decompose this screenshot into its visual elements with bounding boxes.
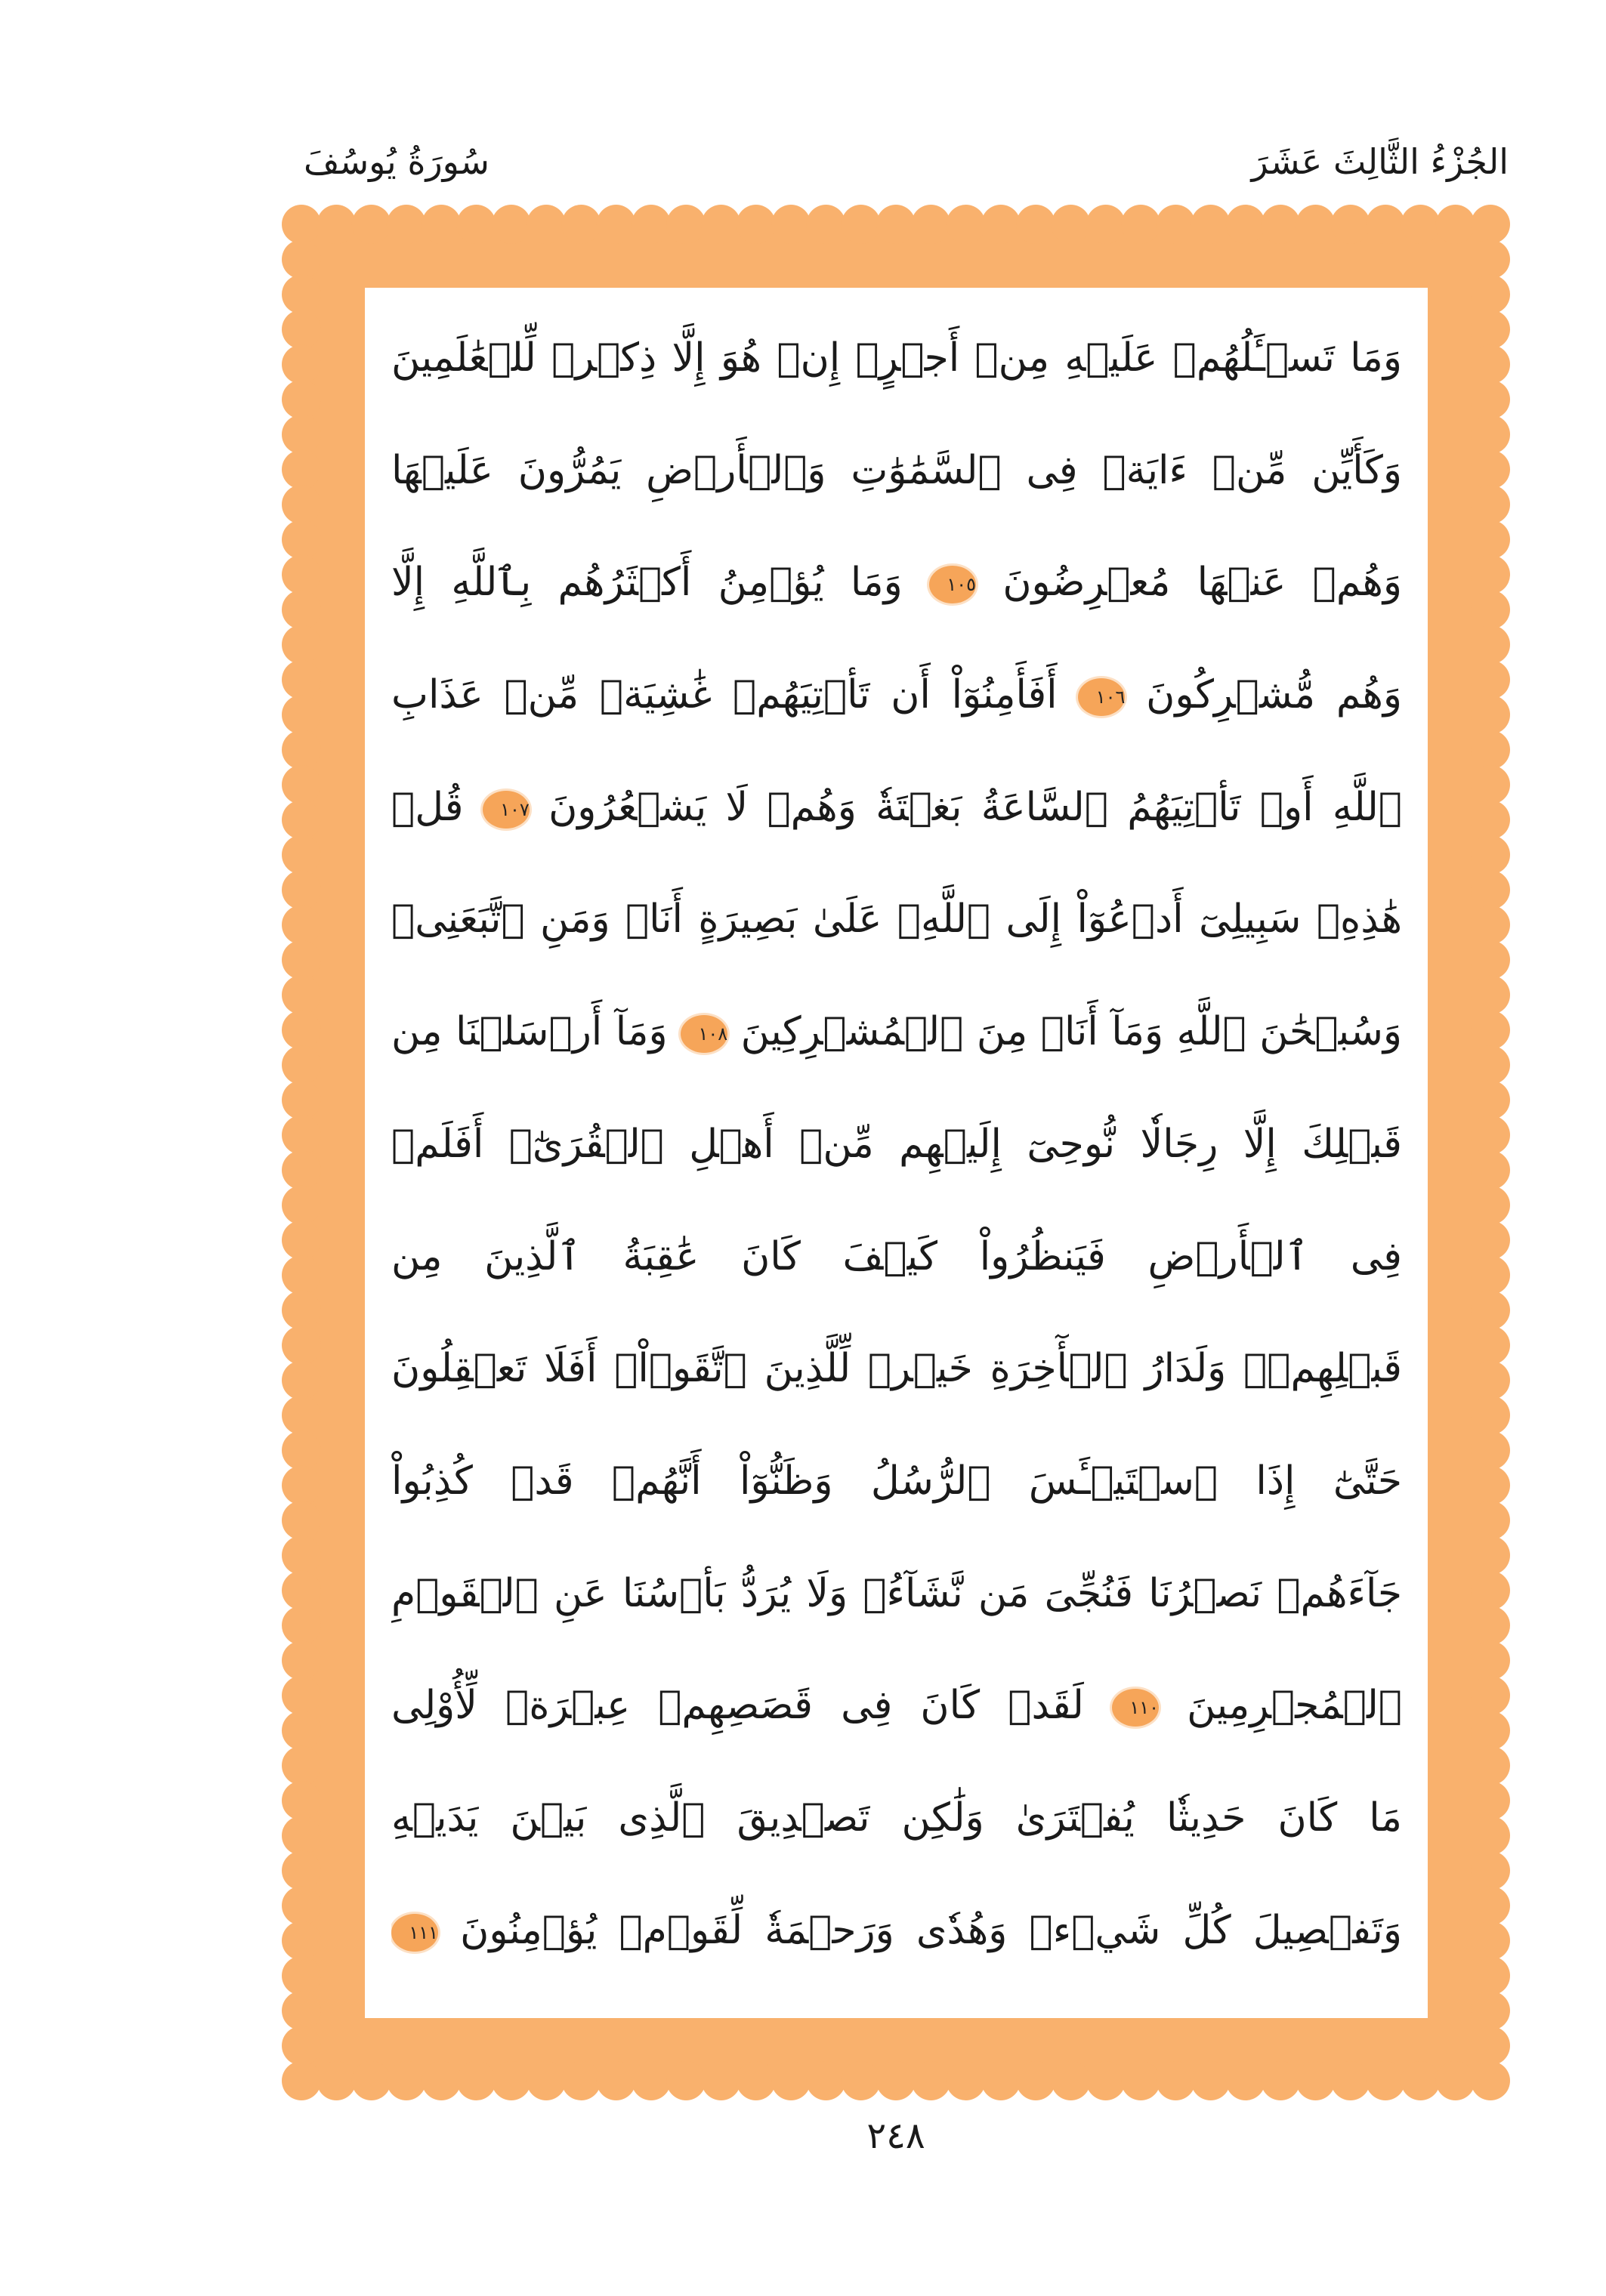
frame-scallop — [1016, 205, 1055, 244]
frame-scallop — [282, 1641, 321, 1680]
text-line-5 — [391, 751, 1402, 864]
ayah-number-marker: ١٠٦ — [1078, 678, 1125, 716]
frame-scallop — [981, 205, 1021, 244]
frame-scallop — [1471, 625, 1510, 665]
text-line-15 — [391, 1875, 1402, 1987]
verse-text: وَهُم مُّشۡرِكُونَ — [1146, 672, 1402, 718]
frame-scallop — [1471, 1851, 1510, 1890]
frame-scallop — [1471, 520, 1510, 559]
verse-text: لَقَدۡ كَانَ فِى قَصَصِهِمۡ عِبۡرَةٞ لِّأُوْلِى — [391, 1683, 1084, 1729]
frame-scallop — [1471, 2026, 1510, 2066]
frame-scallop — [282, 1466, 321, 1505]
frame-scallop — [1471, 415, 1510, 454]
ayah-number-marker: ١١٠ — [1112, 1689, 1159, 1727]
frame-scallop — [1471, 660, 1510, 699]
text-line-11 — [391, 1425, 1402, 1538]
frame-scallop — [1471, 590, 1510, 629]
text-line-14 — [391, 1762, 1402, 1875]
verse-text: أَفَأَمِنُوٓاْ أَن تَأۡتِيَهُمۡ غَٰشِيَةٞ مِّنۡ عَذَابِ — [391, 672, 1058, 718]
frame-scallop — [457, 205, 496, 244]
frame-scallop — [282, 2026, 321, 2066]
frame-scallop — [1471, 1816, 1510, 1855]
frame-scallop — [1471, 275, 1510, 314]
frame-scallop — [1471, 870, 1510, 909]
ayah-number-marker: ١٠٥ — [929, 566, 976, 603]
frame-scallop — [911, 2061, 950, 2100]
frame-scallop — [1471, 1956, 1510, 1995]
frame-scallop — [317, 2061, 356, 2100]
frame-scallop — [422, 2061, 461, 2100]
frame-scallop — [1471, 239, 1510, 279]
frame-scallop — [1471, 1676, 1510, 1715]
frame-scallop — [1471, 1221, 1510, 1260]
frame-scallop — [597, 205, 636, 244]
frame-scallop — [771, 205, 811, 244]
frame-scallop — [282, 1430, 321, 1470]
frame-scallop — [282, 1816, 321, 1855]
frame-scallop — [282, 2061, 321, 2100]
frame-scallop — [1401, 2061, 1440, 2100]
frame-scallop — [282, 1186, 321, 1225]
frame-scallop — [1156, 2061, 1195, 2100]
text-line-9 — [391, 1201, 1402, 1313]
frame-scallop — [387, 205, 426, 244]
frame-scallop — [1471, 1711, 1510, 1750]
frame-scallop — [1471, 555, 1510, 594]
frame-scallop — [1261, 205, 1300, 244]
verse-text: مَا كَانَ حَدِيثٗا يُفۡتَرَىٰ وَلَٰكِن تَصۡدِيقَ ٱلَّذِى بَيۡنَ يَدَيۡهِ — [391, 1795, 1402, 1841]
verse-text: وَكَأَيِّن مِّنۡ ءَايَةٖ فِى ٱلسَّمَٰوَٰتِ وَٱلۡأَرۡضِ يَمُرُّونَ عَلَيۡهَا — [391, 447, 1402, 493]
frame-scallop — [1471, 1571, 1510, 1610]
frame-scallop — [1471, 1396, 1510, 1435]
surah-title: سُورَةُ يُوسُفَ — [304, 141, 490, 182]
verse-text: وَسُبۡحَٰنَ ٱللَّهِ وَمَآ أَنَا۠ مِنَ ٱلۡمُشۡرِكِينَ — [740, 1009, 1402, 1055]
frame-scallop — [282, 1045, 321, 1085]
frame-scallop — [1366, 2061, 1405, 2100]
frame-scallop — [282, 1886, 321, 1925]
ayah-number-marker: ١٠٨ — [681, 1015, 727, 1053]
frame-scallop — [666, 2061, 706, 2100]
frame-scallop — [981, 2061, 1021, 2100]
frame-scallop — [1471, 1080, 1510, 1119]
frame-scallop — [876, 2061, 916, 2100]
text-line-2 — [391, 415, 1402, 527]
frame-scallop — [282, 415, 321, 454]
frame-scallop — [282, 1080, 321, 1119]
text-line-1 — [391, 302, 1402, 415]
frame-scallop — [1471, 975, 1510, 1014]
frame-scallop — [282, 310, 321, 349]
frame-scallop — [1471, 1921, 1510, 1961]
frame-scallop — [282, 1956, 321, 1995]
frame-scallop — [422, 205, 461, 244]
frame-scallop — [1471, 1641, 1510, 1680]
frame-scallop — [1471, 380, 1510, 419]
frame-scallop — [737, 205, 776, 244]
frame-scallop — [282, 1676, 321, 1715]
frame-scallop — [282, 1991, 321, 2030]
frame-scallop — [702, 205, 741, 244]
frame-scallop — [1296, 205, 1336, 244]
frame-scallop — [1471, 1291, 1510, 1330]
frame-scallop — [1471, 1255, 1510, 1295]
frame-scallop — [1471, 800, 1510, 839]
frame-scallop — [1471, 940, 1510, 980]
frame-scallop — [1471, 205, 1510, 244]
frame-scallop — [527, 205, 566, 244]
frame-scallop — [1366, 205, 1405, 244]
frame-scallop — [282, 1921, 321, 1961]
frame-scallop — [282, 870, 321, 909]
frame-scallop — [1331, 2061, 1370, 2100]
frame-scallop — [771, 2061, 811, 2100]
frame-scallop — [1331, 205, 1370, 244]
text-line-8 — [391, 1088, 1402, 1201]
frame-scallop — [1052, 205, 1091, 244]
frame-scallop — [597, 2061, 636, 2100]
verse-text: ٱللَّهِ أَوۡ تَأۡتِيَهُمُ ٱلسَّاعَةُ بَغۡتَةٗ وَهُمۡ لَا يَشۡعُرُونَ — [548, 784, 1402, 830]
frame-scallop — [282, 800, 321, 839]
frame-scallop — [702, 2061, 741, 2100]
frame-scallop — [947, 2061, 986, 2100]
frame-scallop — [1471, 1781, 1510, 1820]
frame-scallop — [282, 1291, 321, 1330]
frame-scallop — [1086, 2061, 1126, 2100]
frame-scallop — [1436, 2061, 1475, 2100]
text-line-13 — [391, 1649, 1402, 1762]
verse-text: قَبۡلِكَ إِلَّا رِجَالٗا نُّوحِىٓ إِلَيۡهِم مِّنۡ أَهۡلِ ٱلۡقُرَىٰٓۗ أَفَلَمۡ — [391, 1121, 1402, 1167]
frame-scallop — [1471, 1186, 1510, 1225]
verse-text: وَمَا تَسۡـَٔلُهُمۡ عَلَيۡهِ مِنۡ أَجۡرٍۚ إِنۡ هُوَ إِلَّا ذِكۡرٞ لِّلۡعَٰلَمِينَ — [391, 335, 1402, 381]
frame-scallop — [806, 205, 845, 244]
frame-scallop — [1296, 2061, 1336, 2100]
text-line-12 — [391, 1538, 1402, 1650]
verse-text: حَتَّىٰٓ إِذَا ٱسۡتَيۡـَٔسَ ٱلرُّسُلُ وَظَنُّوٓاْ أَنَّهُمۡ قَدۡ كُذِبُواْ — [391, 1458, 1402, 1504]
frame-scallop — [1471, 1886, 1510, 1925]
frame-scallop — [806, 2061, 845, 2100]
frame-scallop — [282, 1606, 321, 1645]
juz-title: الجُزْءُ الثَّالِثَ عَشَرَ — [1251, 141, 1509, 182]
frame-scallop — [282, 1746, 321, 1785]
verse-text: ٱلۡمُجۡرِمِينَ — [1187, 1683, 1402, 1729]
frame-scallop — [282, 1150, 321, 1190]
ayah-number-marker: ١٠٧ — [483, 791, 530, 829]
frame-scallop — [282, 1396, 321, 1435]
frame-scallop — [282, 380, 321, 419]
frame-scallop — [282, 1116, 321, 1155]
verse-text: قُلۡ — [391, 784, 464, 830]
frame-scallop — [1471, 835, 1510, 875]
frame-scallop — [457, 2061, 496, 2100]
frame-scallop — [632, 2061, 671, 2100]
frame-scallop — [282, 1011, 321, 1050]
frame-scallop — [1471, 485, 1510, 524]
text-line-7 — [391, 976, 1402, 1088]
frame-scallop — [282, 555, 321, 594]
frame-scallop — [632, 205, 671, 244]
frame-scallop — [282, 520, 321, 559]
ayah-number-marker: ١١١ — [391, 1914, 438, 1952]
frame-scallop — [282, 625, 321, 665]
text-line-10 — [391, 1313, 1402, 1425]
frame-scallop — [1471, 450, 1510, 489]
frame-scallop — [1471, 1361, 1510, 1400]
frame-scallop — [1471, 695, 1510, 734]
verse-text: وَمَآ أَرۡسَلۡنَا مِن — [391, 1009, 668, 1055]
frame-scallop — [1471, 1116, 1510, 1155]
frame-scallop — [282, 450, 321, 489]
frame-scallop — [842, 205, 881, 244]
frame-scallop — [352, 2061, 391, 2100]
frame-scallop — [282, 1571, 321, 1610]
frame-scallop — [282, 239, 321, 279]
frame-scallop — [282, 906, 321, 945]
frame-scallop — [282, 485, 321, 524]
frame-scallop — [876, 205, 916, 244]
frame-scallop — [282, 1781, 321, 1820]
frame-scallop — [1471, 1606, 1510, 1645]
frame-scallop — [842, 2061, 881, 2100]
frame-scallop — [1471, 1535, 1510, 1575]
frame-scallop — [737, 2061, 776, 2100]
frame-scallop — [282, 345, 321, 384]
frame-scallop — [282, 590, 321, 629]
frame-scallop — [1226, 205, 1265, 244]
page-number: ٢٤٨ — [866, 2115, 925, 2157]
frame-scallop — [666, 205, 706, 244]
frame-scallop — [282, 975, 321, 1014]
frame-scallop — [911, 205, 950, 244]
frame-scallop — [282, 1221, 321, 1260]
frame-scallop — [282, 1361, 321, 1400]
text-line-3 — [391, 526, 1402, 639]
frame-scallop — [282, 695, 321, 734]
frame-scallop — [1121, 205, 1160, 244]
frame-scallop — [1401, 205, 1440, 244]
frame-scallop — [492, 2061, 531, 2100]
frame-scallop — [1191, 2061, 1231, 2100]
frame-scallop — [1471, 1045, 1510, 1085]
frame-scallop — [1121, 2061, 1160, 2100]
verse-text: قَبۡلِهِمۡۗ وَلَدَارُ ٱلۡأٓخِرَةِ خَيۡرٞ لِّلَّذِينَ ٱتَّقَوۡاْۚ أَفَلَا تَعۡقِلُونَ — [391, 1346, 1402, 1392]
frame-scallop — [1261, 2061, 1300, 2100]
frame-scallop — [1471, 345, 1510, 384]
frame-scallop — [282, 730, 321, 770]
frame-scallop — [282, 1851, 321, 1890]
verse-text: فِى ٱلۡأَرۡضِ فَيَنظُرُواْ كَيۡفَ كَانَ عَٰقِبَةُ ٱلَّذِينَ مِن — [391, 1233, 1402, 1279]
text-line-6 — [391, 863, 1402, 976]
frame-scallop — [1471, 765, 1510, 804]
frame-scallop — [492, 205, 531, 244]
frame-scallop — [1471, 1746, 1510, 1785]
frame-scallop — [282, 835, 321, 875]
verse-text: وَتَفۡصِيلَ كُلِّ شَيۡءٖ وَهُدٗى وَرَحۡمَةٗ لِّقَوۡمٖ يُؤۡمِنُونَ — [460, 1907, 1402, 1953]
frame-scallop — [1471, 1011, 1510, 1050]
verse-text: وَمَا يُؤۡمِنُ أَكۡثَرُهُم بِٱللَّهِ إِلَّا — [391, 560, 903, 606]
frame-scallop — [282, 940, 321, 980]
frame-scallop — [561, 205, 601, 244]
frame-scallop — [1471, 1150, 1510, 1190]
verse-text: جَآءَهُمۡ نَصۡرُنَا فَنُجِّىَ مَن نَّشَآءُۖ وَلَا يُرَدُّ بَأۡسُنَا عَنِ ٱلۡقَوۡمِ — [391, 1570, 1402, 1616]
frame-scallop — [282, 1325, 321, 1365]
frame-scallop — [527, 2061, 566, 2100]
frame-scallop — [1471, 310, 1510, 349]
frame-scallop — [282, 275, 321, 314]
frame-scallop — [282, 205, 321, 244]
frame-scallop — [1471, 1430, 1510, 1470]
frame-scallop — [317, 205, 356, 244]
frame-scallop — [282, 1501, 321, 1540]
frame-scallop — [282, 1711, 321, 1750]
frame-scallop — [1156, 205, 1195, 244]
frame-scallop — [352, 205, 391, 244]
frame-scallop — [387, 2061, 426, 2100]
frame-scallop — [1471, 1325, 1510, 1365]
frame-scallop — [561, 2061, 601, 2100]
frame-scallop — [1471, 2061, 1510, 2100]
frame-scallop — [1052, 2061, 1091, 2100]
frame-scallop — [282, 1535, 321, 1575]
frame-scallop — [1471, 906, 1510, 945]
frame-scallop — [1471, 1991, 1510, 2030]
frame-scallop — [1226, 2061, 1265, 2100]
frame-scallop — [282, 660, 321, 699]
verse-text: هَٰذِهِۦ سَبِيلِىٓ أَدۡعُوٓاْ إِلَى ٱللَّهِۚ عَلَىٰ بَصِيرَةٍ أَنَا۠ وَمَنِ ٱتَّبَعَنِىۖ — [391, 896, 1402, 943]
frame-scallop — [282, 1255, 321, 1295]
frame-scallop — [1436, 205, 1475, 244]
frame-scallop — [1086, 205, 1126, 244]
frame-scallop — [947, 205, 986, 244]
frame-scallop — [1471, 730, 1510, 770]
frame-scallop — [1471, 1466, 1510, 1505]
quran-text — [391, 302, 1402, 1986]
frame-scallop — [1471, 1501, 1510, 1540]
frame-scallop — [1016, 2061, 1055, 2100]
verse-text: وَهُمۡ عَنۡهَا مُعۡرِضُونَ — [1002, 560, 1402, 606]
text-line-4 — [391, 639, 1402, 751]
frame-scallop — [1191, 205, 1231, 244]
frame-scallop — [282, 765, 321, 804]
